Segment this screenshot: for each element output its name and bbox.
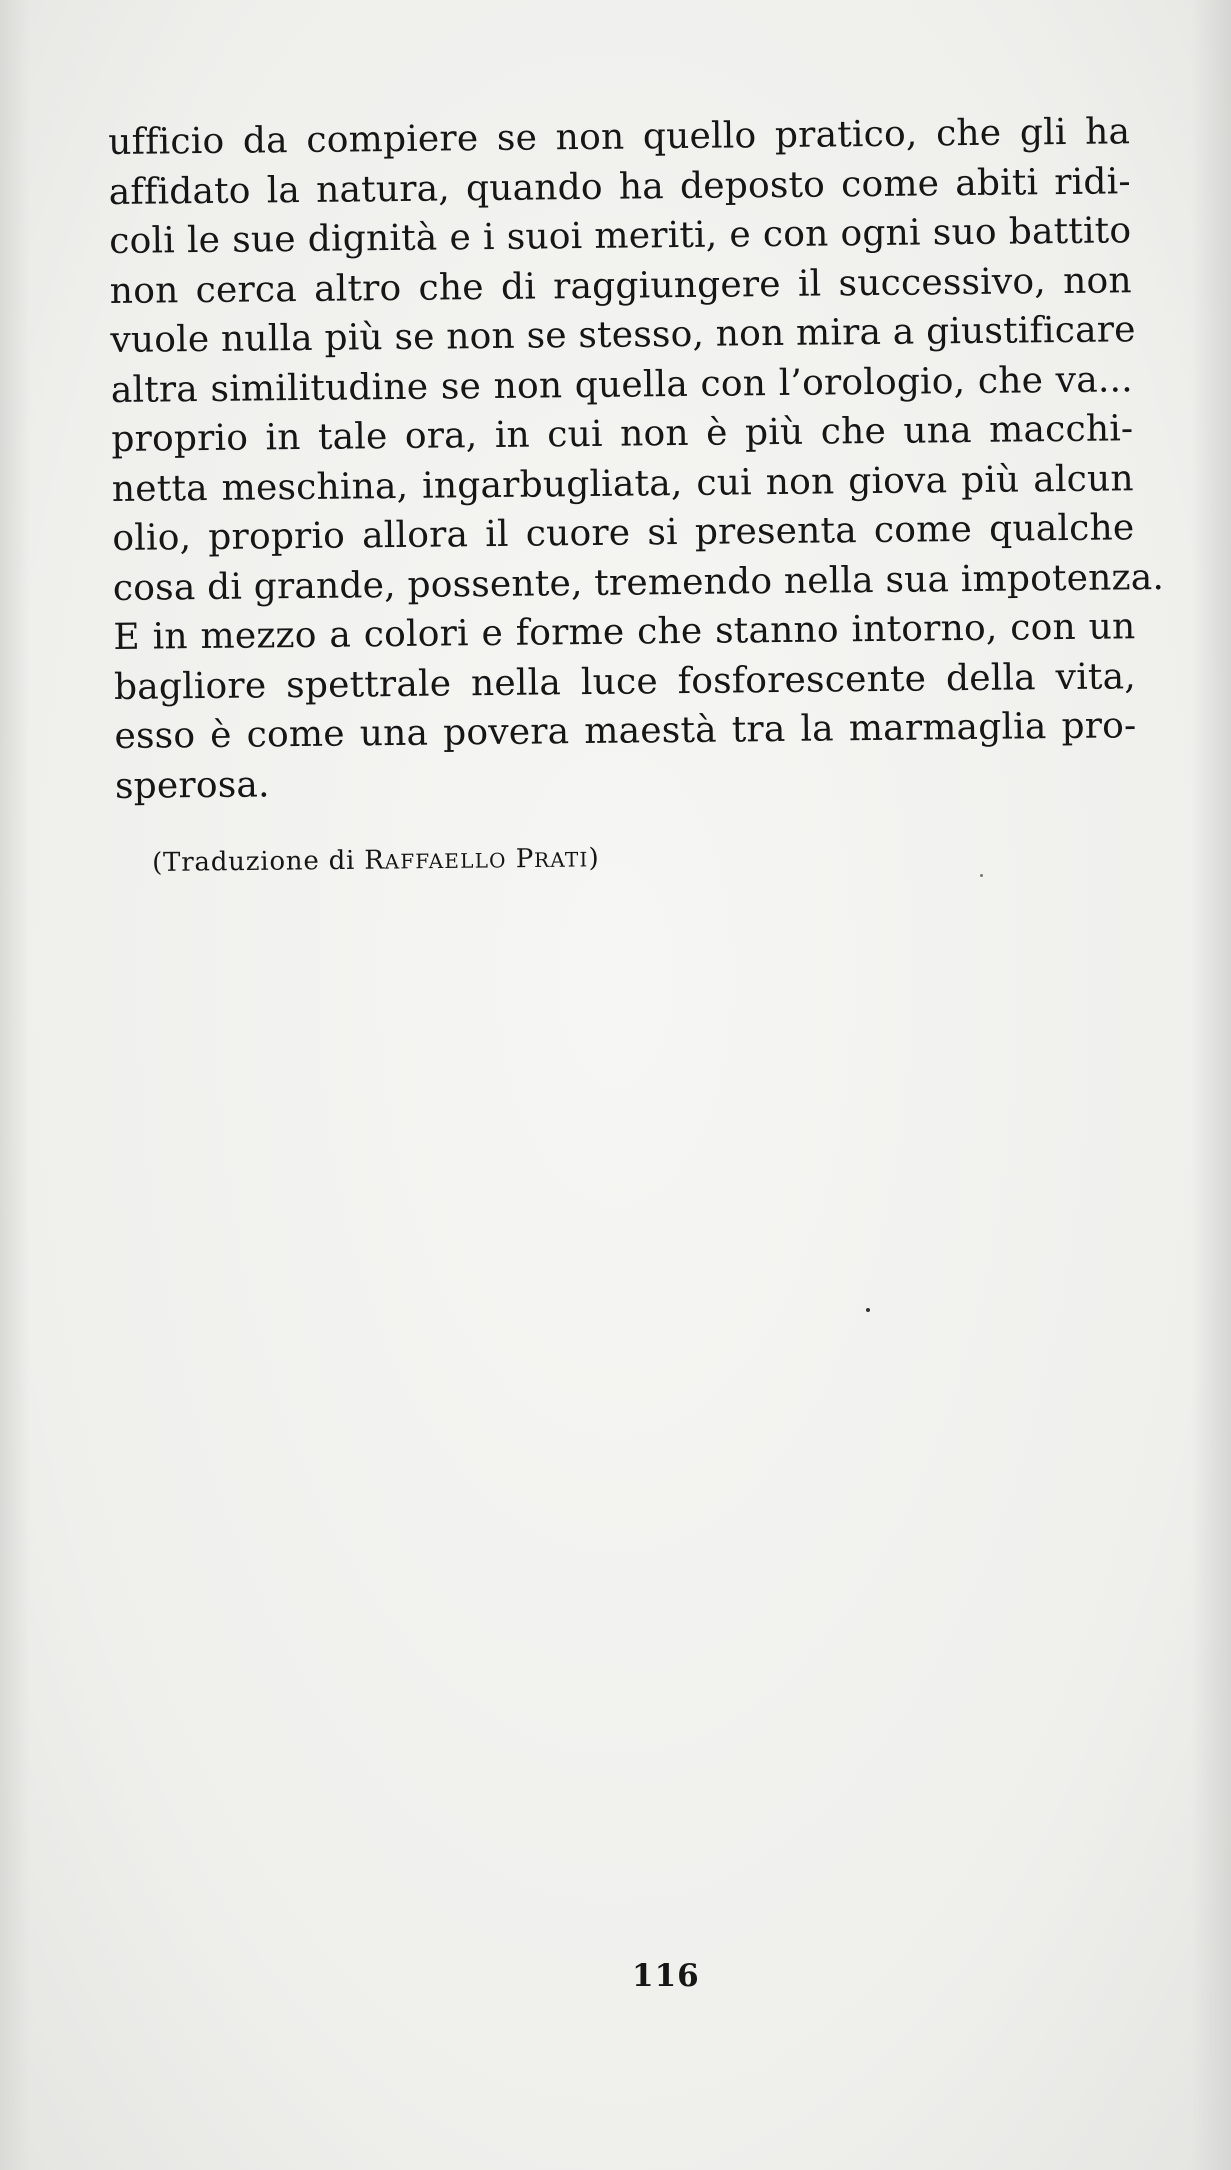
body-line-7: proprio in tale ora, in cui non è più che una macchi- [111, 408, 1134, 460]
body-line-5: vuole nulla più se non se stesso, non mira a giustificare [110, 309, 1136, 361]
translation-credit [152, 843, 600, 878]
body-line-8: netta meschina, ingarbugliata, cui non giova più alcun [111, 457, 1135, 510]
translator-first-initial: R [364, 845, 385, 876]
body-line-1: ufficio da compiere se non quello pratico, che gli ha [108, 111, 1131, 163]
translator-first-rest: AFFAELLO [384, 848, 507, 874]
body-text [108, 107, 1165, 811]
body-line-12: bagliore spettrale nella luce fosforescente della vita, [113, 655, 1137, 708]
body-line-2: affidato la natura, quando ha deposto come abiti ridi- [108, 160, 1131, 213]
body-line-10: cosa di grande, possente, tremendo nella sua impotenza. [112, 556, 1165, 609]
ink-speck [866, 1308, 870, 1312]
translator-last-initial: P [515, 844, 535, 875]
translator-last-rest: RATI [533, 847, 589, 872]
ink-speck [980, 874, 983, 877]
page-shadow-right [1191, 0, 1231, 2170]
translation-prefix: (Traduzione di [152, 845, 365, 878]
body-line-3: coli le sue dignità e i suoi meriti, e con ogni suo battito [109, 210, 1132, 262]
body-line-4: non cerca altro che di raggiungere il successivo, non [109, 259, 1132, 312]
body-line-11: E in mezzo a colori e forme che stanno intorno, con un [113, 606, 1136, 658]
translation-suffix: ) [588, 843, 600, 874]
body-line-9: olio, proprio allora il cuore si presenta come qualche [112, 507, 1135, 559]
page-number: 116 [632, 1958, 700, 1994]
body-line-13: esso è come una povera maestà tra la marmaglia pro- [114, 705, 1137, 757]
body-line-6: altra similitudine se non quella con l’orologio, che va... [110, 358, 1134, 411]
body-line-14: sperosa. [114, 763, 270, 807]
page-shadow-left [0, 0, 30, 2170]
